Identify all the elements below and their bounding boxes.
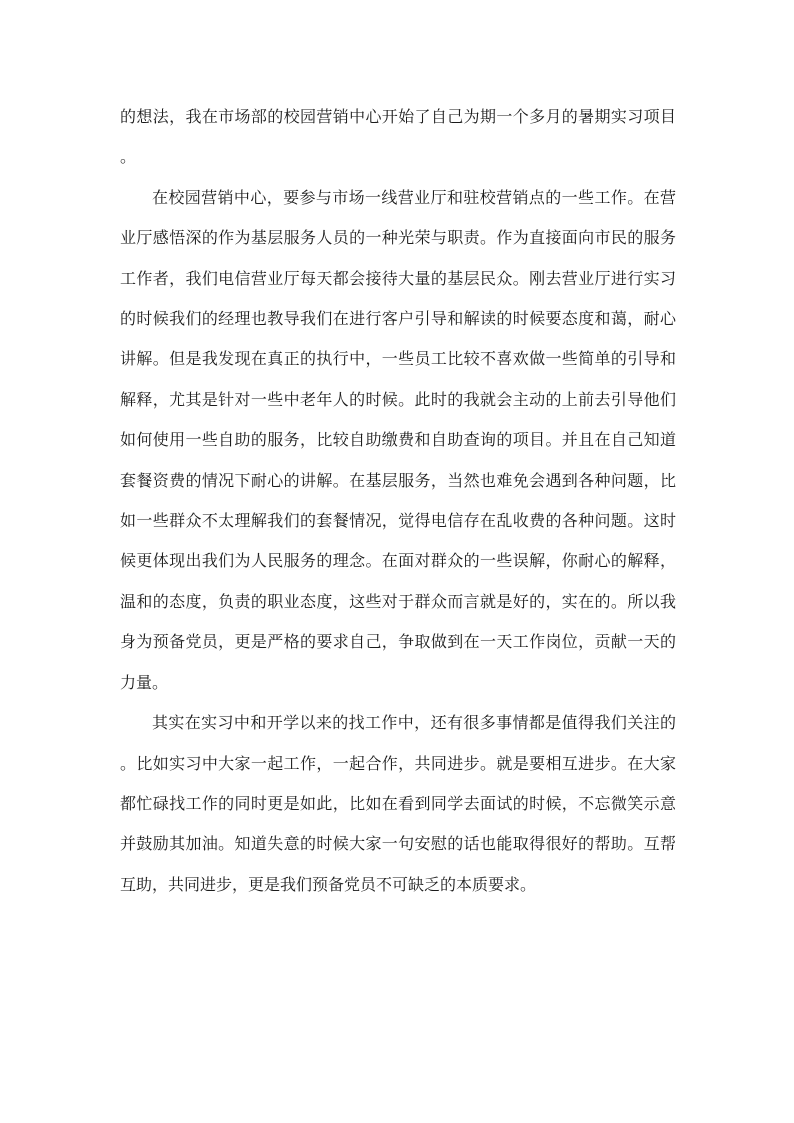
document-body: [120, 97, 676, 905]
paragraph-1: 的想法，我在市场部的校园营销中心开始了自己为期一个多月的暑期实习项目。: [120, 107, 676, 167]
paragraph-3: 其实在实习中和开学以来的找工作中，还有很多事情都是值得我们关注的。比如实习中大家一起工作，一起合作，共同进步。就是要相互进步。在大家都忙碌找工作的同时更是如此，比如在看到同学去面试的时候，不忘微笑示意并鼓励其加油。知道失意的时候大家一句安慰的话也能取得很好的帮助。互帮互助，共同进步，更是我们预备党员不可缺乏的本质要求。: [120, 713, 676, 894]
paragraph-2: 在校园营销中心，要参与市场一线营业厅和驻校营销点的一些工作。在营业厅感悟深的作为基层服务人员的一种光荣与职责。作为直接面向市民的服务工作者，我们电信营业厅每天都会接待大量的基层民众。刚去营业厅进行实习的时候我们的经理也教导我们在进行客户引导和解读的时候要态度和蔼，耐心讲解。但是我发现在真正的执行中，一些员工比较不喜欢做一些简单的引导和解释，尤其是针对一些中老年人的时候。此时的我就会主动的上前去引导他们如何使用一些自助的服务，比较自助缴费和自助查询的项目。并且在自己知道套餐资费的情况下耐心的讲解。在基层服务，当然也难免会遇到各种问题，比如一些群众不太理解我们的套餐情况，觉得电信存在乱收费的各种问题。这时候更体现出我们为人民服务的理念。在面对群众的一些误解，你耐心的解释，温和的态度，负责的职业态度，这些对于群众而言就是好的，实在的。所以我身为预备党员，更是严格的要求自己，争取做到在一天工作岗位，贡献一天的力量。: [120, 187, 676, 692]
